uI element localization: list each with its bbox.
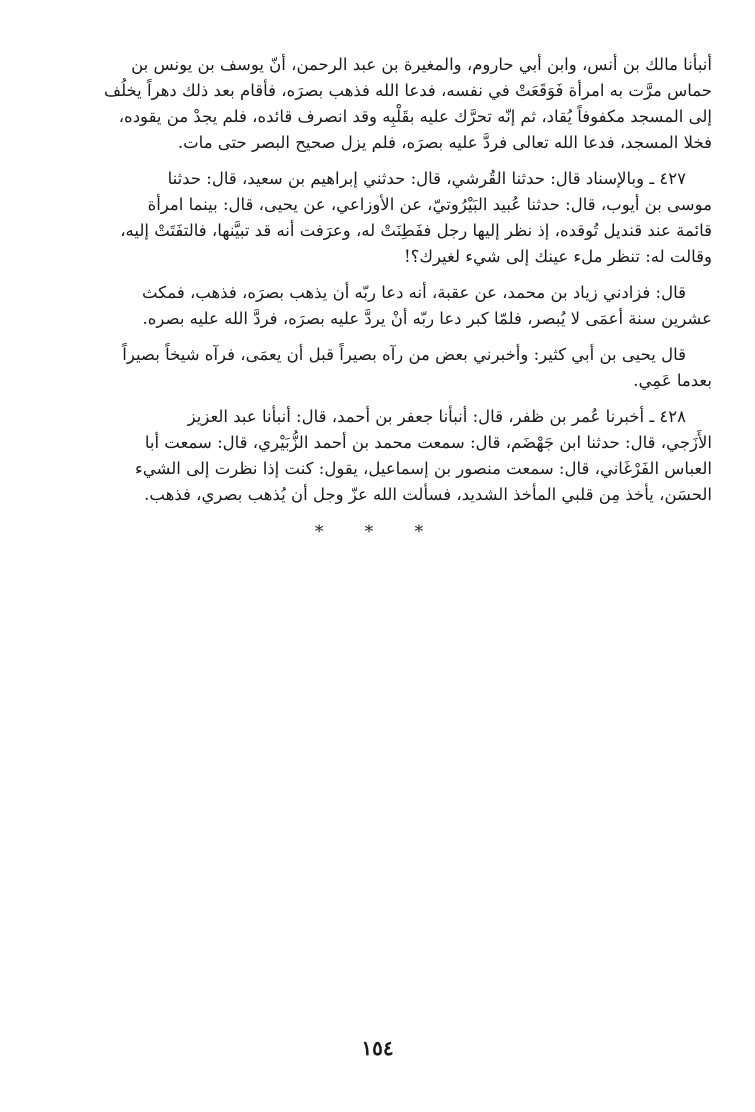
text-line: إلى المسجد مكفوفاً يُقاد، ثم إنّه تحرَّك عليه بقَلْبِه وقد انصرف قائده، فلم يجدْ من يقوده، — [118, 107, 712, 126]
text-line: ٤٢٨ ـ أخبرنا عُمر بن ظفر، قال: أنبأنا جعفر بن أحمد، قال: أنبأنا عبد العزيز — [187, 407, 686, 426]
section-separator: * * * — [314, 522, 442, 542]
paragraph-hadith-428 — [44, 404, 712, 508]
paragraph-ziyad — [44, 280, 712, 332]
text-line: فخلا المسجد، فدعا الله تعالى فردَّ عليه بصرَه، فلم يزل صحيح البصر حتى مات. — [177, 133, 712, 152]
text-line: الحسَن، يأخذ مِن قلبي المأخذ الشديد، فسألت الله عزّ وجل أن يُذهب بصري، فذهب. — [144, 485, 712, 504]
text-line: حماس مرَّت به امرأة فَوَقَعَتْ في نفسه، فدعا الله فذهب بصرَه، فأقام بعد ذلك دهراً يخلُف — [103, 81, 712, 100]
text-line: عشرين سنة أعمَى لا يُبصر، فلمّا كبر دعا ربّه أنْ يردَّ عليه بصرَه، فردَّ الله عليه بصره. — [142, 309, 712, 328]
text-line: وقالت له: تنظر ملء عينك إلى شيء لغيرك؟! — [403, 247, 712, 266]
page-body — [44, 52, 712, 542]
text-line: قال يحيى بن أبي كثير: وأخبرني بعض من رآه بصيراً قبل أن يعمَى، فرآه شيخاً بصيراً — [122, 345, 686, 364]
text-line: قائمة عند قنديل تُوقده، إذ نظر إليها رجل ففَطِنَتْ له، وعرَفت أنه قد تبيَّنها، فالتفَتَتْ إليه، — [120, 221, 712, 240]
paragraph-continuation — [44, 52, 712, 156]
text-line: أنبأنا مالك بن أنس، وابن أبي حاروم، والمغيرة بن عبد الرحمن، أنّ يوسف بن يونس بن — [131, 55, 712, 74]
text-line: قال: فزادني زياد بن محمد، عن عقبة، أنه دعا ربّه أن يذهب بصرَه، فذهب، فمكث — [141, 283, 686, 302]
page-number: ١٥٤ — [361, 1036, 394, 1060]
paragraph-hadith-427 — [44, 166, 712, 270]
text-line: العباس الفَرْغَاني، قال: سمعت منصور بن إسماعيل، يقول: كنت إذا نظرت إلى الشيء — [135, 459, 712, 478]
paragraph-yahya — [44, 342, 712, 394]
text-line: موسى بن أيوب، قال: حدثنا عُبيد البَيْرُوتيّ، عن الأوزاعي، عن يحيى، قال: بينما امرأة — [147, 195, 712, 214]
text-line: الأَزَجي، قال: حدثنا ابن جَهْضَم، قال: سمعت محمد بن أحمد الزُّبَيْري، قال: سمعت أبا — [144, 433, 712, 452]
text-line: ٤٢٧ ـ وبالإسناد قال: حدثنا القُرشي، قال: حدثني إبراهيم بن سعيد، قال: حدثنا — [167, 169, 686, 188]
text-line: بعدما عَمِي. — [633, 371, 712, 390]
